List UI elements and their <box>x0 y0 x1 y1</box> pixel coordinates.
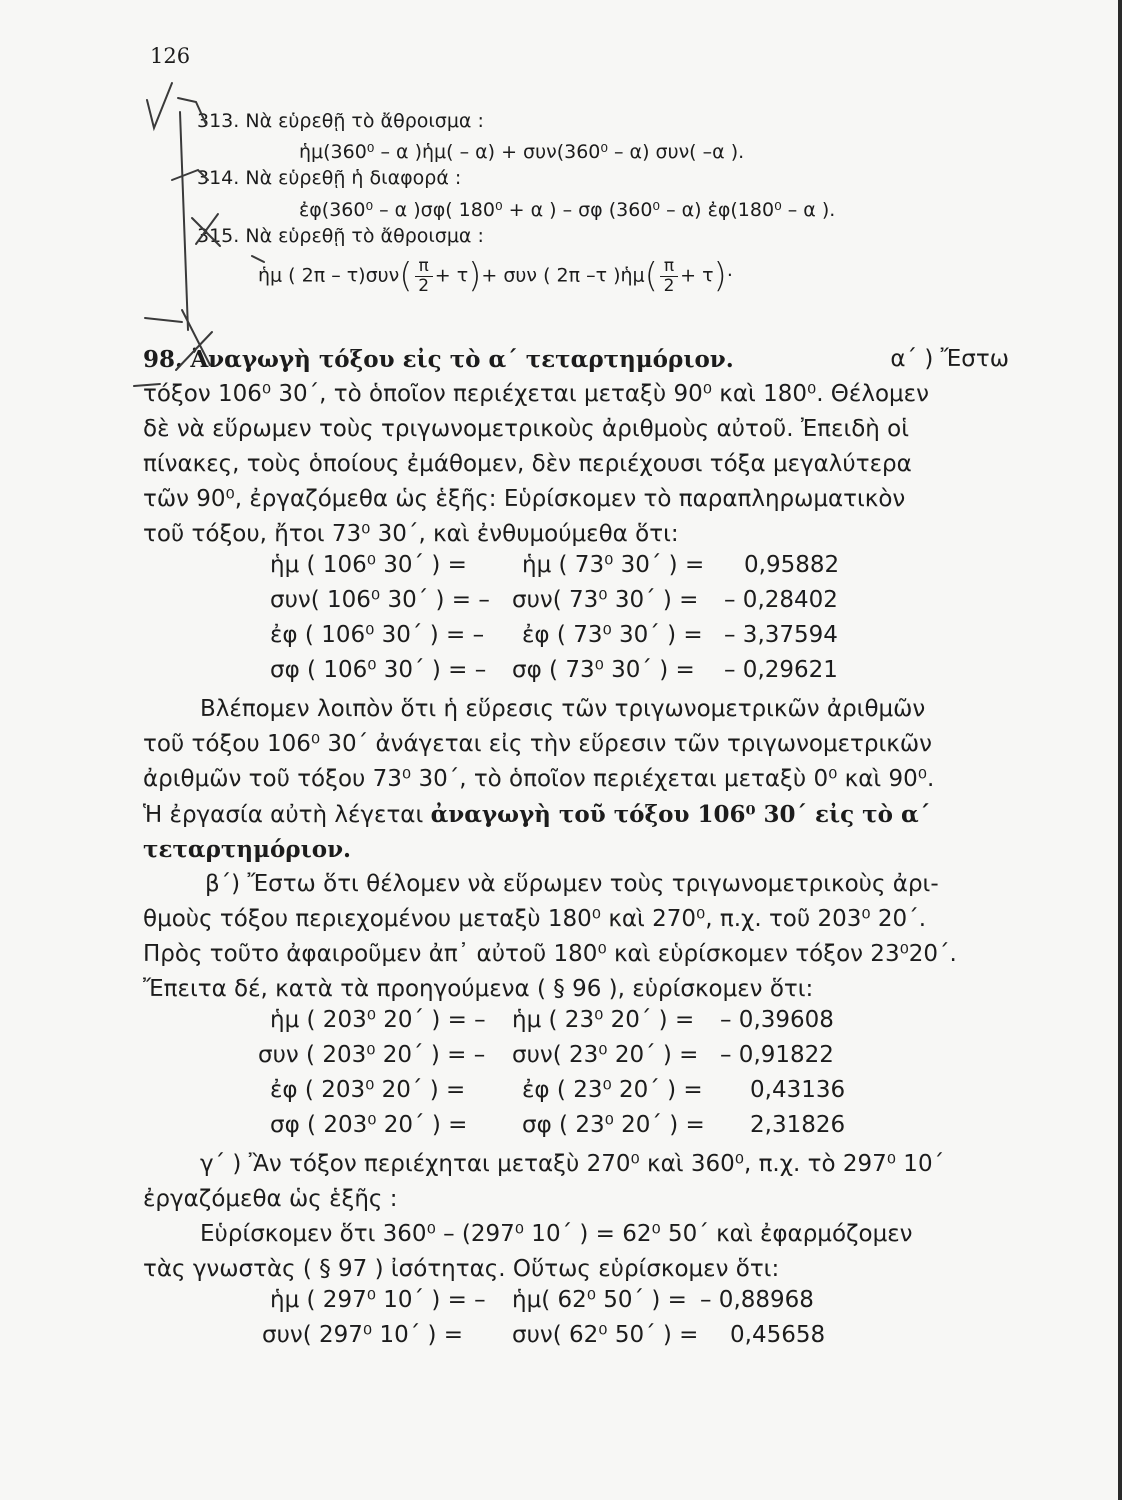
eq-mid: ἡμ( 62⁰ 50΄ ) = <box>512 1287 687 1313</box>
text-line: θμοὺς τόξου περιεχομένου μεταξὺ 180⁰ καὶ 270⁰, π.χ. τοῦ 203⁰ 20΄. <box>143 906 926 932</box>
left-paren: ( <box>399 256 413 296</box>
fraction-denominator: 2 <box>663 275 675 296</box>
text-line: β΄) Ἔστω ὅτι θέλομεν νὰ εὕρωμεν τοὺς τριγωνομετρικοὺς ἀρι- <box>205 871 939 897</box>
eq-lhs: ἡμ ( 297⁰ 10΄ ) = – <box>270 1287 486 1313</box>
exercise-text: Νὰ εὑρεθῇ τὸ ἄθροισμα : <box>245 225 484 247</box>
eq-rhs: 2,31826 <box>750 1112 846 1138</box>
formula-part1: ἡμ ( 2π – τ)συν <box>258 264 400 287</box>
text-line: τοῦ τόξου, ἤτοι 73⁰ 30΄, καὶ ἐνθυμούμεθα ὅτι: <box>143 521 679 547</box>
eq-mid: σφ ( 23⁰ 20΄ ) = <box>522 1112 705 1138</box>
exercise-number: 314. <box>197 167 240 189</box>
intro-label: α΄ ) <box>890 346 934 372</box>
formula-plus-tau: + τ <box>434 264 469 287</box>
right-paren: ) <box>713 256 727 296</box>
eq-mid: συν( 23⁰ 20΄ ) = <box>512 1042 699 1068</box>
eq-lhs: συν( 106⁰ 30΄ ) = – <box>270 587 490 613</box>
checkmark-icon <box>147 83 172 128</box>
exercise-314 <box>197 167 461 189</box>
eq-rhs: – 0,28402 <box>724 587 838 613</box>
section-title: Ἀναγωγὴ τόξου εἰς τὸ α΄ τεταρτημόριον. <box>190 346 734 373</box>
text-line: πίνακες, τοὺς ὁποίους ἐμάθομεν, δὲν περιέχουσι τόξα μεγαλύτερα <box>143 451 912 477</box>
eq-lhs: ἐφ ( 203⁰ 20΄ ) = <box>270 1077 466 1103</box>
formula-end: · <box>726 264 733 287</box>
text-line: γ΄ ) Ἂν τόξον περιέχηται μεταξὺ 270⁰ καὶ 360⁰, π.χ. τὸ 297⁰ 10΄ <box>200 1151 945 1177</box>
text-span: Ἡ ἐργασία αὐτὴ λέγεται <box>143 802 424 828</box>
text-line: τοῦ τόξου 106⁰ 30΄ ἀνάγεται εἰς τὴν εὕρεσιν τῶν τριγωνομετρικῶν <box>143 731 932 757</box>
exercise-315 <box>197 225 484 247</box>
eq-mid: ἡμ ( 73⁰ 30΄ ) = <box>522 552 705 578</box>
eq-rhs: – 0,91822 <box>720 1042 834 1068</box>
section-intro <box>890 342 1009 377</box>
intro-rest: Ἔστω <box>940 346 1009 372</box>
pencil-line <box>180 112 188 330</box>
text-line: δὲ νὰ εὕρωμεν τοὺς τριγωνομετρικοὺς ἀριθμοὺς αὐτοῦ. Ἐπειδὴ οἱ <box>143 416 910 442</box>
eq-mid: συν( 62⁰ 50΄ ) = <box>512 1322 699 1348</box>
exercise-313-formula: ἡμ(360⁰ – α )ἡμ( – α) + συν(360⁰ – α) συν( –α ). <box>299 141 745 163</box>
eq-lhs: σφ ( 203⁰ 20΄ ) = <box>270 1112 468 1138</box>
text-line <box>143 832 1009 868</box>
page-number: 126 <box>150 44 191 68</box>
exercise-number: 313. <box>197 110 240 132</box>
fraction-denominator: 2 <box>418 275 430 296</box>
section-number: 98. <box>143 346 184 373</box>
eq-rhs: 0,95882 <box>744 552 840 578</box>
eq-rhs: 0,45658 <box>730 1322 826 1348</box>
fraction-numerator: π <box>415 257 433 277</box>
eq-rhs: – 0,29621 <box>724 657 838 683</box>
eq-rhs: – 0,39608 <box>720 1007 834 1033</box>
right-paren: ) <box>468 256 482 296</box>
fraction-pi-over-2 <box>660 257 678 295</box>
exercise-314-formula: ἐφ(360⁰ – α )σφ( 180⁰ + α ) – σφ (360⁰ – α) ἐφ(180⁰ – α ). <box>299 199 836 221</box>
text-line: Εὑρίσκομεν ὅτι 360⁰ – (297⁰ 10΄ ) = 62⁰ 50΄ καὶ ἐφαρμόζομεν <box>200 1221 913 1247</box>
text-line: τόξον 106⁰ 30΄, τὸ ὁποῖον περιέχεται μεταξὺ 90⁰ καὶ 180⁰. Θέλομεν <box>143 381 929 407</box>
eq-lhs: συν( 297⁰ 10΄ ) = <box>262 1322 464 1348</box>
exercise-313 <box>197 110 484 132</box>
text-line: ἐργαζόμεθα ὡς ἑξῆς : <box>143 1186 398 1212</box>
eq-lhs: ἡμ ( 106⁰ 30΄ ) = <box>270 552 467 578</box>
text-line: ἀριθμῶν τοῦ τόξου 73⁰ 30΄, τὸ ὁποῖον περιέχεται μεταξὺ 0⁰ καὶ 90⁰. <box>143 766 935 792</box>
eq-lhs: συν ( 203⁰ 20΄ ) = – <box>258 1042 486 1068</box>
eq-rhs: – 3,37594 <box>724 622 838 648</box>
eq-rhs: – 0,88968 <box>700 1287 814 1313</box>
eq-mid: συν( 73⁰ 30΄ ) = <box>512 587 699 613</box>
eq-mid: σφ ( 73⁰ 30΄ ) = <box>512 657 695 683</box>
page-edge <box>1118 0 1122 1500</box>
text-line: Πρὸς τοῦτο ἀφαιροῦμεν ἀπ᾽ αὐτοῦ 180⁰ καὶ εὑρίσκομεν τόξον 23⁰20΄. <box>143 941 957 967</box>
bold-term: ἀναγωγὴ τοῦ τόξου 106⁰ 30΄ εἰς τὸ α΄ <box>430 801 931 828</box>
fraction-numerator: π <box>660 257 678 277</box>
text-line <box>143 797 1009 833</box>
eq-mid: ἐφ ( 73⁰ 30΄ ) = <box>522 622 703 648</box>
text-line: τὰς γνωστὰς ( § 97 ) ἰσότητας. Οὕτως εὑρίσκομεν ὅτι: <box>143 1256 780 1282</box>
exercise-315-formula <box>258 256 733 296</box>
exercise-text: Νὰ εὑρεθῇ τὸ ἄθροισμα : <box>245 110 484 132</box>
exercise-number: 315. <box>197 225 240 247</box>
eq-lhs: ἐφ ( 106⁰ 30΄ ) = – <box>270 622 485 648</box>
exercise-text: Νὰ εὑρεθῇ ἡ διαφορά : <box>245 167 462 189</box>
text-line: τῶν 90⁰, ἐργαζόμεθα ὡς ἑξῆς: Εὑρίσκομεν τὸ παραπληρωματικὸν <box>143 486 906 512</box>
eq-lhs: ἡμ ( 203⁰ 20΄ ) = – <box>270 1007 486 1033</box>
eq-rhs: 0,43136 <box>750 1077 846 1103</box>
pencil-line <box>145 318 182 322</box>
left-paren: ( <box>644 256 658 296</box>
text-line: Ἔπειτα δέ, κατὰ τὰ προηγούμενα ( § 96 ), εὑρίσκομεν ὅτι: <box>143 976 814 1002</box>
eq-mid: ἐφ ( 23⁰ 20΄ ) = <box>522 1077 703 1103</box>
formula-middle: + συν ( 2π –τ )ἡμ <box>481 264 645 287</box>
formula-plus-tau: + τ <box>680 264 714 287</box>
bold-term: τεταρτημόριον. <box>143 836 352 863</box>
section-heading-line <box>143 342 1009 378</box>
text-line: Βλέπομεν λοιπὸν ὅτι ἡ εὕρεσις τῶν τριγωνομετρικῶν ἀριθμῶν <box>200 696 926 722</box>
fraction-pi-over-2 <box>415 257 433 295</box>
eq-lhs: σφ ( 106⁰ 30΄ ) = – <box>270 657 487 683</box>
eq-mid: ἡμ ( 23⁰ 20΄ ) = <box>512 1007 695 1033</box>
